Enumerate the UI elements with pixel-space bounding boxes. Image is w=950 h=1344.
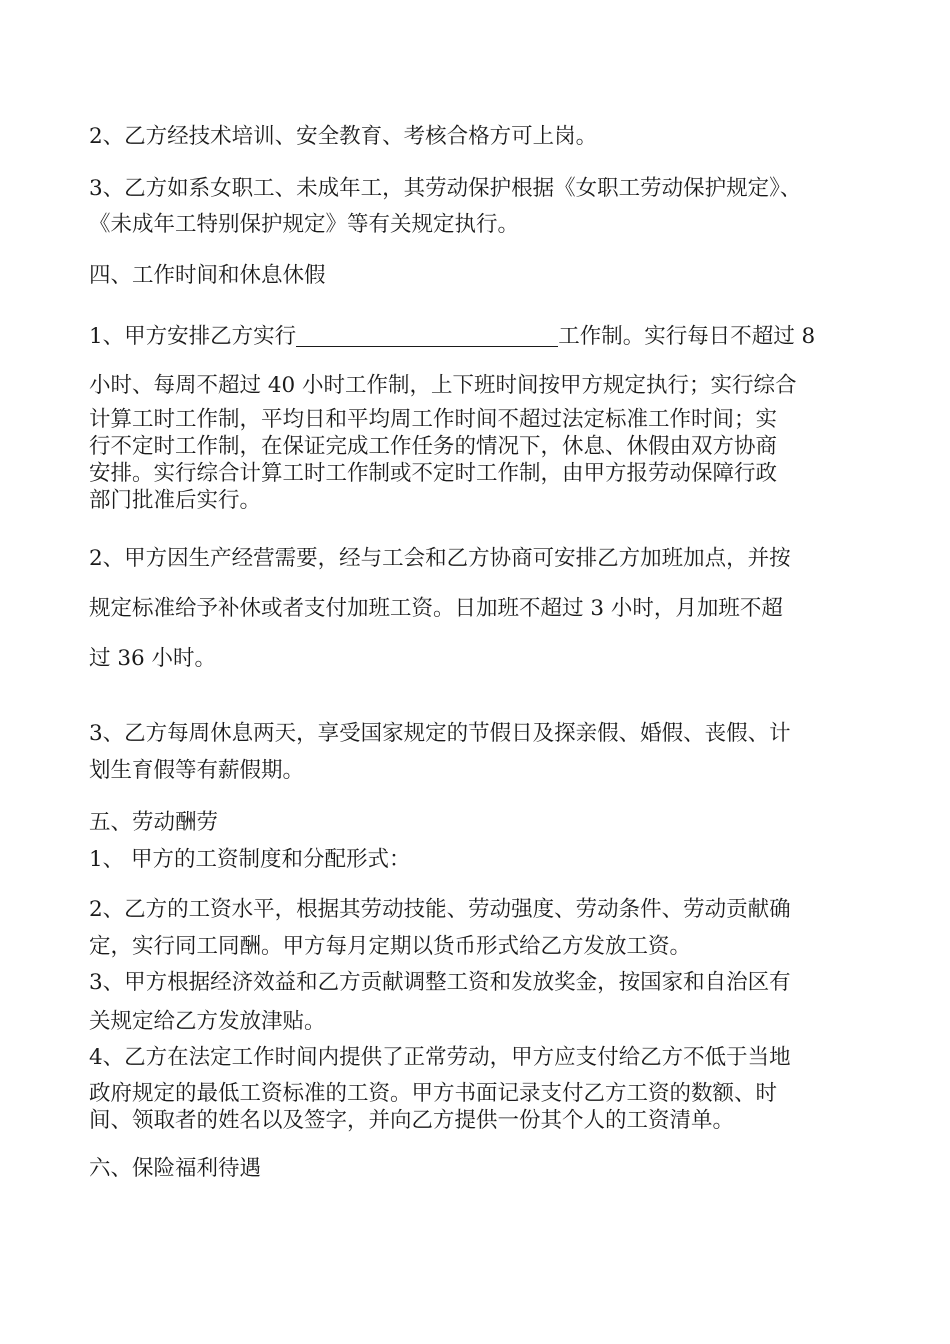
section-5-item-4-line-2: 政府规定的最低工资标准的工资。甲方书面记录支付乙方工资的数额、时 <box>89 1081 778 1106</box>
section-4-item-3-line-1: 3、乙方每周休息两天，享受国家规定的节假日及探亲假、婚假、丧假、计 <box>89 721 791 746</box>
section-5-item-1: 1、 甲方的工资制度和分配形式： <box>89 847 411 872</box>
section-4-item-1-line-1 <box>89 324 815 348</box>
section-5-heading: 五、劳动酬劳 <box>89 810 219 835</box>
work-system-blank-field <box>296 324 558 347</box>
clause-protection-line-1: 3、乙方如系女职工、未成年工，其劳动保护根据《女职工劳动保护规定》、 <box>89 176 802 201</box>
section-4-item-2-line-1: 2、甲方因生产经营需要，经与工会和乙方协商可安排乙方加班加点，并按 <box>89 546 791 571</box>
section-4-item-2-line-3: 过 36 小时。 <box>89 646 217 671</box>
section-4-item-1-line-4: 行不定时工作制，在保证完成工作任务的情况下，休息、休假由双方协商 <box>89 434 778 459</box>
clause-training: 2、乙方经技术培训、安全教育、考核合格方可上岗。 <box>89 124 598 149</box>
section-6-heading: 六、保险福利待遇 <box>89 1156 262 1181</box>
section-5-item-2-line-2: 定，实行同工同酬。甲方每月定期以货币形式给乙方发放工资。 <box>89 934 692 959</box>
section-4-item-1-line-5: 安排。实行综合计算工时工作制或不定时工作制，由甲方报劳动保障行政 <box>89 461 778 486</box>
section-4-item-1-suffix: 工作制。实行每日不超过 8 <box>558 324 816 349</box>
section-5-item-2-line-1: 2、乙方的工资水平，根据其劳动技能、劳动强度、劳动条件、劳动贡献确 <box>89 897 791 922</box>
section-4-item-1-line-6: 部门批准后实行。 <box>89 488 262 513</box>
section-4-item-3-line-2: 划生育假等有薪假期。 <box>89 758 305 783</box>
section-5-item-3-line-2: 关规定给乙方发放津贴。 <box>89 1009 326 1034</box>
section-5-item-3-line-1: 3、甲方根据经济效益和乙方贡献调整工资和发放奖金，按国家和自治区有 <box>89 970 791 995</box>
section-5-item-4-line-3: 间、领取者的姓名以及签字，并向乙方提供一份其个人的工资清单。 <box>89 1108 735 1133</box>
section-5-item-4-line-1: 4、乙方在法定工作时间内提供了正常劳动，甲方应支付给乙方不低于当地 <box>89 1045 791 1070</box>
clause-protection-line-2: 《未成年工特别保护规定》等有关规定执行。 <box>89 212 520 237</box>
section-4-item-1-line-3: 计算工时工作制，平均日和平均周工作时间不超过法定标准工作时间；实 <box>89 407 778 432</box>
section-4-heading: 四、工作时间和休息休假 <box>89 263 326 288</box>
section-4-item-2-line-2: 规定标准给予补休或者支付加班工资。日加班不超过 3 小时，月加班不超 <box>89 596 783 621</box>
section-4-item-1-prefix: 1、甲方安排乙方实行 <box>89 324 297 349</box>
section-4-item-1-line-2: 小时、每周不超过 40 小时工作制，上下班时间按甲方规定执行；实行综合 <box>89 373 797 398</box>
